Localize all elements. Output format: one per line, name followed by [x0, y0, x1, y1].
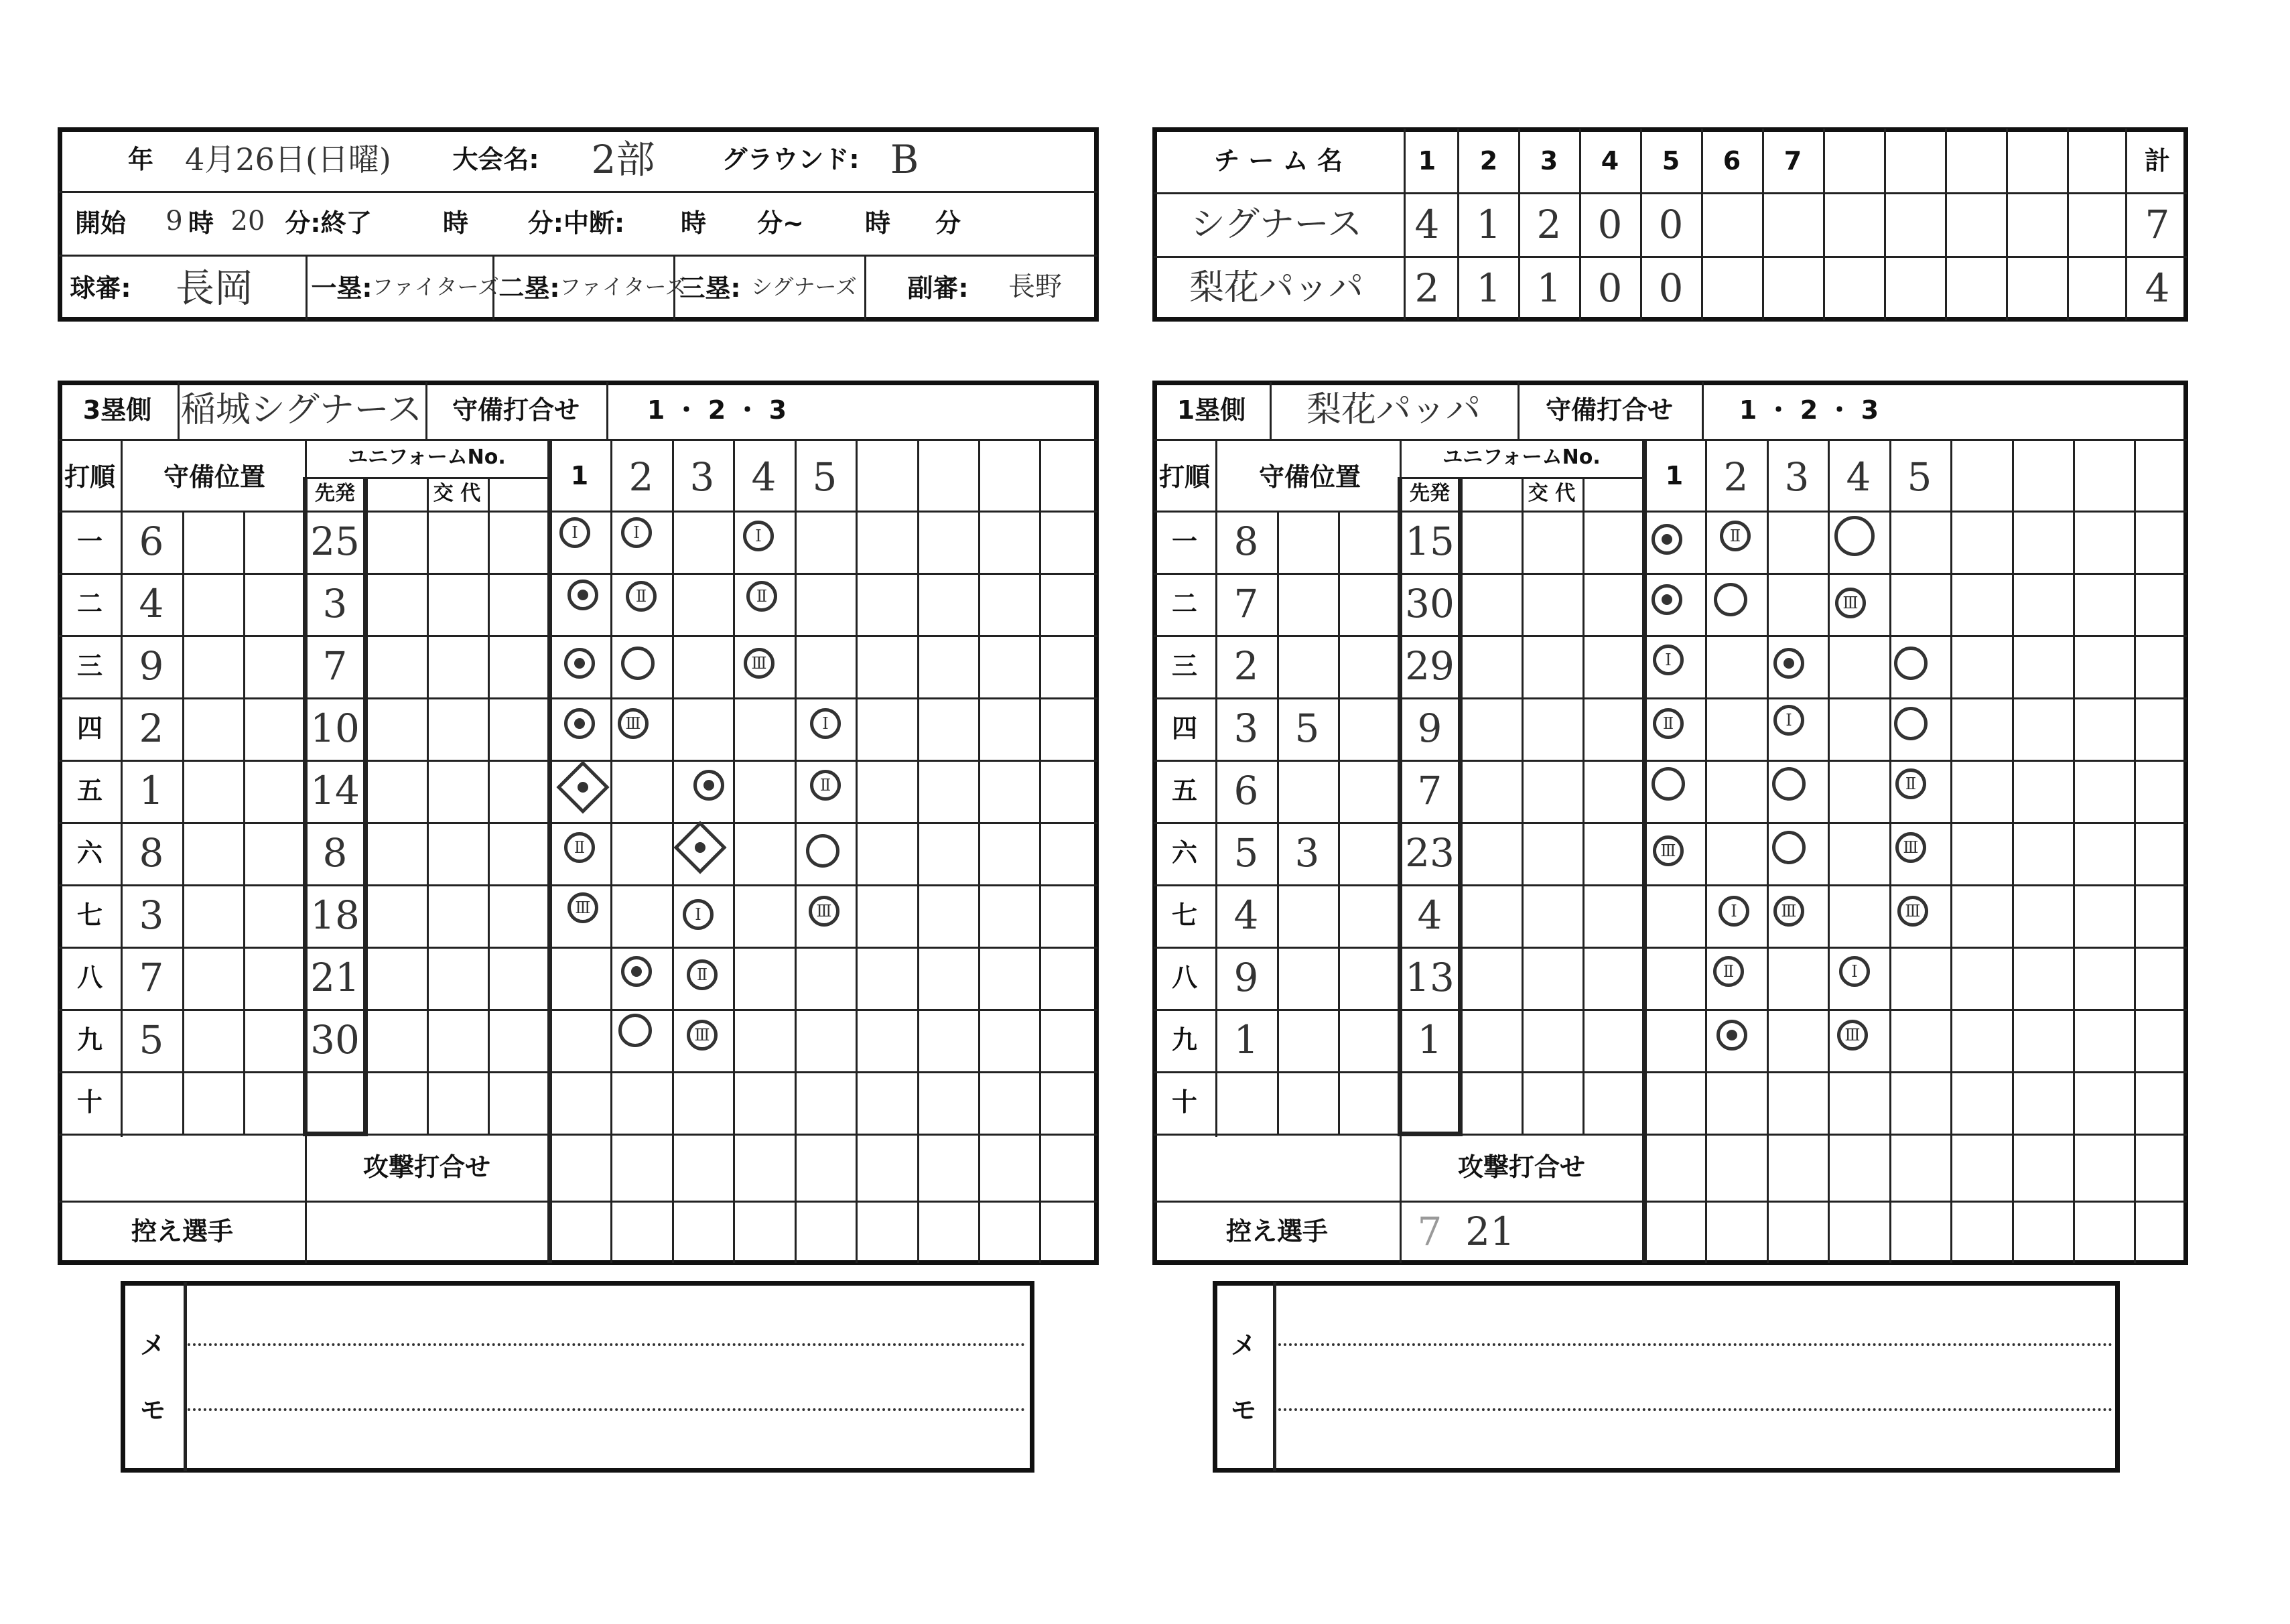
- third-base-umpire: シグナーズ: [751, 274, 857, 299]
- left-starter-3: 7: [322, 643, 348, 689]
- inning-7-header: 7: [1783, 146, 1802, 176]
- inning-4-header: 4: [1601, 146, 1619, 176]
- right-team-name: 梨花パッパ: [1306, 390, 1481, 430]
- out-mark: Ⅲ: [809, 896, 839, 927]
- left-bench-label: 控え選手: [131, 1217, 234, 1246]
- left-side-label: 3塁側: [82, 395, 152, 425]
- out-mark: Ⅱ: [1713, 956, 1744, 987]
- start-minute: 20: [230, 206, 265, 236]
- out-mark: Ⅱ: [564, 832, 595, 863]
- right-position-3: 2: [1233, 643, 1259, 689]
- total-header: 計: [2144, 146, 2171, 176]
- out-mark: Ⅰ: [1839, 956, 1870, 987]
- run-mark: [1652, 584, 1682, 615]
- left-starter-9: 30: [310, 1017, 360, 1063]
- end-minute-interrupt-label: 分:中断:: [527, 208, 625, 238]
- away-team-name: シグナース: [1190, 204, 1363, 245]
- left-position-8: 7: [139, 955, 164, 1000]
- left-starter-5: 14: [310, 768, 360, 813]
- second-base-umpire-label: 二塁:: [498, 273, 560, 303]
- on-base-mark: [1772, 767, 1806, 801]
- right-position-4: 3: [1233, 705, 1259, 751]
- out-mark: Ⅲ: [1653, 835, 1684, 866]
- out-mark: Ⅲ: [618, 708, 649, 739]
- right-position-9: 1: [1233, 1017, 1259, 1063]
- left-inning-4-header: 4: [751, 454, 777, 500]
- away-inning-4: 0: [1597, 202, 1623, 247]
- out-mark: Ⅲ: [687, 1020, 718, 1051]
- right-uniform-header: ユニフォームNo.: [1442, 446, 1601, 469]
- out-mark: Ⅲ: [1773, 896, 1804, 927]
- on-base-mark: [1834, 516, 1875, 556]
- interrupt-minute-label: 分~: [757, 208, 804, 238]
- right-starter-6: 23: [1405, 830, 1455, 876]
- run-mark: [564, 708, 595, 739]
- resume-hour-label: 時: [864, 208, 891, 238]
- left-inning-3-header: 3: [689, 454, 715, 500]
- right-starter-7: 4: [1417, 892, 1442, 938]
- out-mark: Ⅰ: [621, 517, 652, 548]
- right-side-label: 1塁側: [1176, 395, 1246, 425]
- resume-minute-label: 分: [935, 208, 961, 238]
- home-total: 4: [2145, 265, 2170, 311]
- out-mark: Ⅱ: [1653, 708, 1684, 739]
- on-base-mark: [1714, 583, 1747, 616]
- left-position-2: 4: [139, 581, 164, 626]
- right-starter-4: 9: [1417, 705, 1442, 751]
- memo-line: [1278, 1408, 2112, 1411]
- start-minute-end-label: 分:終了: [285, 208, 372, 238]
- right-starter-3: 29: [1405, 643, 1455, 689]
- left-order-4: 四: [76, 714, 103, 743]
- home-inning-3: 1: [1536, 265, 1562, 311]
- game-date: 4月26日(日曜): [185, 141, 391, 178]
- right-starter-8: 13: [1405, 955, 1455, 1000]
- right-position-sub-6: 3: [1294, 830, 1320, 876]
- left-order-header: 打順: [64, 462, 116, 492]
- right-inning-5-header: 5: [1907, 454, 1932, 500]
- away-inning-1: 4: [1414, 202, 1440, 247]
- left-order-3: 三: [76, 651, 103, 681]
- sub-umpire-name: 長野: [1008, 271, 1062, 302]
- left-defense-numbers: 1 ・ 2 ・ 3: [647, 395, 787, 425]
- left-starter-6: 8: [322, 830, 348, 876]
- left-order-2: 二: [76, 589, 103, 618]
- left-memo-label-1: メ: [139, 1331, 166, 1360]
- left-order-10: 十: [76, 1087, 103, 1117]
- first-base-umpire-label: 一塁:: [311, 273, 373, 303]
- left-defense-label: 守備打合せ: [452, 395, 580, 425]
- right-order-9: 九: [1171, 1025, 1198, 1055]
- on-base-mark: [618, 1014, 652, 1047]
- plate-umpire-label: 球審:: [70, 273, 131, 303]
- right-order-1: 一: [1171, 527, 1198, 556]
- home-inning-2: 1: [1476, 265, 1501, 311]
- on-base-mark: [621, 647, 655, 680]
- right-memo-label-2: モ: [1230, 1396, 1257, 1425]
- right-position-sub-4: 5: [1294, 705, 1320, 751]
- start-label: 開始: [74, 208, 127, 238]
- left-position-5: 1: [139, 768, 164, 813]
- left-starter-header: 先発: [315, 482, 355, 505]
- right-order-10: 十: [1171, 1087, 1198, 1117]
- left-position-6: 8: [139, 830, 164, 876]
- year-label: 年: [127, 145, 154, 174]
- left-starter-8: 21: [310, 955, 360, 1000]
- start-hour: 9: [165, 206, 183, 236]
- right-memo-box: [1213, 1281, 2120, 1473]
- left-position-9: 5: [139, 1017, 164, 1063]
- right-inning-3-header: 3: [1784, 454, 1810, 500]
- on-base-mark: [806, 834, 839, 868]
- out-mark: Ⅱ: [1720, 521, 1751, 551]
- on-base-mark: [1894, 647, 1928, 680]
- run-mark: [1652, 524, 1682, 555]
- out-mark: Ⅰ: [1719, 896, 1749, 927]
- left-starter-1: 25: [310, 519, 360, 564]
- start-hour-label: 時: [188, 208, 214, 238]
- left-change-header: 交 代: [433, 482, 481, 505]
- left-position-1: 6: [139, 519, 164, 564]
- right-position-5: 6: [1233, 768, 1259, 813]
- sub-umpire-label: 副審:: [907, 273, 969, 303]
- run-mark: [567, 580, 598, 610]
- left-order-5: 五: [76, 776, 103, 805]
- interrupt-hour-label: 時: [680, 208, 707, 238]
- right-inning-2-header: 2: [1723, 454, 1749, 500]
- right-attack-label: 攻撃打合せ: [1457, 1152, 1586, 1182]
- right-starter-1: 15: [1405, 519, 1455, 564]
- left-memo-box: [121, 1281, 1034, 1473]
- left-starter-7: 18: [310, 892, 360, 938]
- inning-5-header: 5: [1662, 146, 1680, 176]
- right-order-5: 五: [1171, 776, 1198, 805]
- out-mark: Ⅲ: [744, 648, 774, 679]
- left-attack-label: 攻撃打合せ: [362, 1152, 491, 1182]
- left-order-1: 一: [76, 527, 103, 556]
- left-uniform-header: ユニフォームNo.: [348, 446, 506, 469]
- left-starter-2: 3: [322, 581, 348, 626]
- second-base-umpire: ファイターズ: [559, 274, 687, 299]
- right-starter-9: 1: [1417, 1017, 1442, 1063]
- right-change-header: 交 代: [1528, 482, 1576, 505]
- ground-label: グラウンド:: [722, 145, 860, 174]
- away-inning-2: 1: [1476, 202, 1501, 247]
- left-position-4: 2: [139, 705, 164, 751]
- right-inning-4-header: 4: [1846, 454, 1871, 500]
- end-hour-label: 時: [442, 208, 469, 238]
- run-mark: [693, 770, 724, 801]
- home-inning-5: 0: [1658, 265, 1684, 311]
- home-inning-4: 0: [1597, 265, 1623, 311]
- left-position-3: 9: [139, 643, 164, 689]
- inning-1-header: 1: [1418, 146, 1436, 176]
- home-team-name: 梨花パッパ: [1189, 268, 1364, 308]
- left-order-8: 八: [76, 963, 103, 992]
- out-mark: Ⅲ: [1897, 896, 1928, 927]
- right-starter-2: 30: [1405, 581, 1455, 626]
- left-inning-2-header: 2: [628, 454, 654, 500]
- inning-6-header: 6: [1723, 146, 1741, 176]
- left-inning-1-header: 1: [570, 461, 589, 490]
- out-mark: Ⅲ: [567, 892, 598, 923]
- out-mark: Ⅱ: [626, 581, 657, 612]
- on-base-mark: [1652, 767, 1685, 801]
- right-position-7: 4: [1233, 892, 1259, 938]
- plate-umpire-name: 長岡: [175, 265, 254, 311]
- right-order-8: 八: [1171, 963, 1198, 992]
- out-mark: Ⅰ: [1773, 705, 1804, 736]
- left-position-header: 守備位置: [163, 462, 266, 492]
- out-mark: Ⅱ: [810, 770, 841, 801]
- left-order-7: 七: [76, 900, 103, 930]
- team-name-header: チ ー ム 名: [1214, 146, 1343, 176]
- right-position-2: 7: [1233, 581, 1259, 626]
- right-order-header: 打順: [1158, 462, 1211, 492]
- right-position-1: 8: [1233, 519, 1259, 564]
- right-order-4: 四: [1171, 714, 1198, 743]
- right-order-6: 六: [1171, 838, 1198, 868]
- ground-name: B: [890, 137, 919, 182]
- away-inning-5: 0: [1658, 202, 1684, 247]
- right-bench-label: 控え選手: [1225, 1217, 1329, 1246]
- right-inning-1-header: 1: [1665, 461, 1684, 490]
- right-starter-header: 先発: [1410, 482, 1450, 505]
- tournament-name: 2部: [591, 137, 655, 182]
- run-mark: [621, 956, 652, 987]
- out-mark: Ⅲ: [1895, 832, 1926, 863]
- right-starter-5: 7: [1417, 768, 1442, 813]
- tournament-label: 大会名:: [452, 145, 539, 174]
- run-mark: [564, 648, 595, 679]
- out-mark: Ⅰ: [810, 708, 841, 739]
- out-mark: Ⅰ: [743, 521, 774, 551]
- away-inning-3: 2: [1536, 202, 1562, 247]
- memo-line: [1278, 1343, 2112, 1346]
- inning-3-header: 3: [1540, 146, 1558, 176]
- right-order-2: 二: [1171, 589, 1198, 618]
- run-mark: [1716, 1020, 1747, 1051]
- memo-line: [188, 1343, 1025, 1346]
- out-mark: Ⅲ: [1837, 1020, 1868, 1051]
- out-mark: Ⅰ: [1653, 645, 1684, 675]
- right-position-8: 9: [1233, 955, 1259, 1000]
- left-inning-5-header: 5: [812, 454, 837, 500]
- away-total: 7: [2145, 202, 2170, 247]
- out-mark: Ⅲ: [1835, 588, 1866, 618]
- right-bench-1: 7: [1417, 1209, 1442, 1254]
- left-starter-4: 10: [310, 705, 360, 751]
- on-base-mark: [1772, 831, 1806, 864]
- left-position-7: 3: [139, 892, 164, 938]
- out-mark: Ⅰ: [559, 517, 590, 548]
- left-order-9: 九: [76, 1025, 103, 1055]
- right-order-3: 三: [1171, 651, 1198, 681]
- right-position-header: 守備位置: [1258, 462, 1361, 492]
- out-mark: Ⅱ: [746, 581, 777, 612]
- run-mark: [1773, 648, 1804, 679]
- third-base-umpire-label: 三塁:: [679, 273, 741, 303]
- right-defense-label: 守備打合せ: [1545, 395, 1674, 425]
- left-memo-label-2: モ: [139, 1396, 166, 1425]
- right-bench-2: 21: [1465, 1209, 1515, 1254]
- out-mark: Ⅱ: [687, 959, 718, 990]
- inning-2-header: 2: [1479, 146, 1498, 176]
- memo-line: [188, 1408, 1025, 1411]
- left-order-6: 六: [76, 838, 103, 868]
- right-position-6: 5: [1233, 830, 1259, 876]
- on-base-mark: [1894, 707, 1928, 740]
- out-mark: Ⅱ: [1895, 768, 1926, 799]
- right-order-7: 七: [1171, 900, 1198, 930]
- out-mark: Ⅰ: [683, 899, 714, 930]
- first-base-umpire: ファイターズ: [372, 274, 499, 299]
- left-team-name: 稲城シグナース: [180, 390, 423, 430]
- right-defense-numbers: 1 ・ 2 ・ 3: [1739, 395, 1879, 425]
- home-inning-1: 2: [1414, 265, 1440, 311]
- right-memo-label-1: メ: [1230, 1331, 1257, 1360]
